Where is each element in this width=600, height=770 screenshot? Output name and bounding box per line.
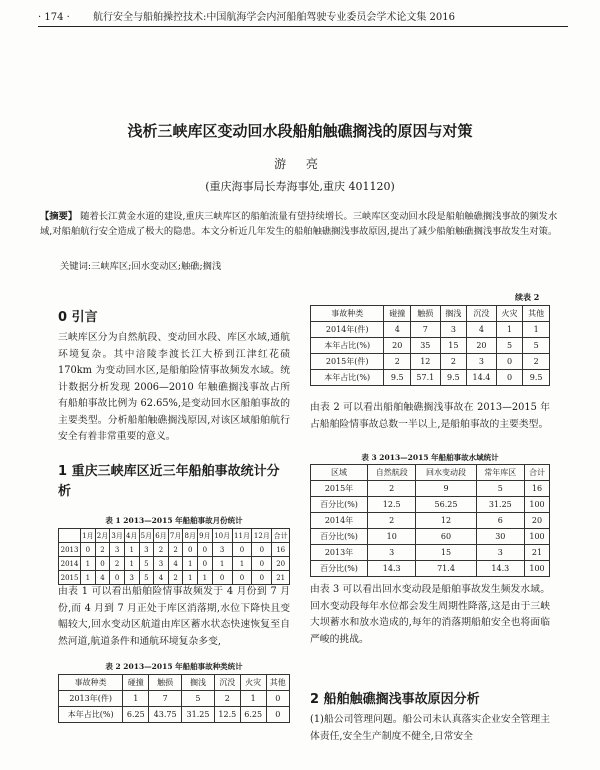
table-header-cell: 2月	[95, 529, 110, 543]
table-cell: 2015年	[311, 481, 368, 497]
abstract-label: 【摘要】	[40, 211, 78, 222]
table-header-cell: 事故种类	[59, 675, 123, 691]
table-row	[311, 370, 550, 386]
table-cell: 10	[368, 529, 416, 545]
table-row	[311, 338, 550, 354]
table-cell: 2	[523, 354, 550, 370]
table-cell: 9.5	[384, 370, 411, 386]
table-header-cell: 火灾	[496, 306, 523, 322]
header-rule	[38, 26, 568, 27]
table-cell: 4	[384, 322, 411, 338]
table-header-cell: 事故种类	[311, 306, 384, 322]
table-cell: 百分比(%)	[311, 561, 368, 577]
table-cell: 3	[124, 571, 139, 585]
table-cell: 14.3	[476, 561, 524, 577]
table-cell: 15	[440, 338, 467, 354]
table-cell: 14.3	[368, 561, 416, 577]
table-cell: 31.25	[476, 497, 524, 513]
table-cell: 20	[272, 557, 290, 571]
table-cell: 3	[154, 557, 169, 571]
section-0-paragraph: 三峡库区分为自然航段、变动回水段、库区水域,通航环境复杂。其中涪陵李渡长江大桥到江津红花碛 170km 为变动回水区,是船舶险情事故频发水域。统计数据分析发现 2006—2010 年触礁搁浅事故占所有船舶事故比例为 62.65%,是变动回水区船舶事故的主要类型。分析船舶触礁搁浅原因,对该区域船舶航行安全有着非常重要的意义。	[58, 332, 290, 442]
running-title: 航行安全与船舶操控技术:中国航海学会内河船舶驾驶专业委员会学术论文集 2016	[93, 12, 455, 23]
table-cell: 5	[182, 691, 215, 707]
table-header-cell	[59, 529, 81, 543]
table2-part1	[58, 674, 290, 723]
table-cell: 30	[476, 529, 524, 545]
section-2-heading: 2 船舶触礁搁浅事故原因分析	[310, 692, 480, 707]
table-cell: 2014	[59, 557, 81, 571]
table-cell: 0	[232, 571, 252, 585]
table-row	[311, 497, 550, 513]
table2-part2	[310, 305, 550, 386]
table-cell: 2	[168, 543, 183, 557]
affiliation: (重庆海事局长寿海事处,重庆 401120)	[205, 180, 395, 193]
table-cell: 2	[168, 571, 183, 585]
table-header-row	[59, 675, 290, 691]
table-cell: 3	[212, 543, 232, 557]
table-cell: 2	[368, 513, 416, 529]
table-header-cell: 3月	[110, 529, 125, 543]
table-header-cell: 区域	[311, 465, 368, 481]
table-cell: 2014年	[311, 513, 368, 529]
table-header-cell: 搁浅	[182, 675, 215, 691]
table-header-cell: 触损	[149, 675, 182, 691]
table-cell: 0	[95, 557, 110, 571]
table-cell: 2	[110, 557, 125, 571]
table-cell: 6.25	[123, 707, 149, 723]
table-row	[59, 691, 290, 707]
table-cell: 百分比(%)	[311, 529, 368, 545]
table-header-cell: 碰撞	[384, 306, 411, 322]
table-header-cell: 9月	[198, 529, 213, 543]
table-cell: 1	[183, 557, 198, 571]
table-cell: 2	[368, 481, 416, 497]
table-cell: 5	[139, 571, 154, 585]
table-header-cell: 其他	[266, 675, 289, 691]
table-cell: 9	[416, 481, 476, 497]
table-cell: 2015年(件)	[311, 354, 384, 370]
table-cell: 0	[266, 691, 289, 707]
table-cell: 4	[168, 557, 183, 571]
table-cell: 57.1	[411, 370, 440, 386]
table3	[310, 464, 550, 577]
table-cell: 本年占比(%)	[59, 707, 123, 723]
table-header-cell: 触损	[411, 306, 440, 322]
right-paragraph-2: 由表 3 可以看出回水变动段是船舶事故发生频发水域。回水变动段每年水位都会发生周期性降落,这是由于三峡大坝蓄水和放水造成的,每年的消落期船舶安全也将面临严峻的挑战。	[310, 584, 550, 645]
table-cell: 6.25	[240, 707, 266, 723]
table-cell: 9.5	[523, 370, 550, 386]
table-cell: 0	[183, 543, 198, 557]
table-row	[311, 481, 550, 497]
table-header-cell: 1月	[81, 529, 96, 543]
table-row	[311, 545, 550, 561]
table-cell: 6	[476, 513, 524, 529]
table-cell: 2	[95, 543, 110, 557]
table-row	[311, 561, 550, 577]
table-cell: 0	[198, 543, 213, 557]
table-header-row	[59, 529, 290, 543]
table-header-cell: 4月	[124, 529, 139, 543]
table-cell: 1	[124, 557, 139, 571]
table-header-cell: 8月	[183, 529, 198, 543]
table-header-cell: 合计	[525, 465, 550, 481]
table-header-row	[311, 306, 550, 322]
table-row	[311, 529, 550, 545]
table-cell: 2	[384, 354, 411, 370]
table-cell: 20	[525, 513, 550, 529]
table-header-cell: 5月	[139, 529, 154, 543]
table-cell: 14.4	[467, 370, 496, 386]
author: 游 亮	[274, 157, 326, 171]
abstract-text: 随着长江黄金水道的建设,重庆三峡库区的船舶流量有望持续增长。三峡库区变动回水段是船舶触礁搁浅事故的频发水域,对船舶航行安全造成了极大的隐患。本文分析近几年发生的船舶触礁搁浅事故原因,提出了减少船舶触礁搁浅事故发生对策。	[40, 211, 558, 237]
table3-caption: 表 3 2013—2015 年船舶事故水域统计	[361, 453, 499, 462]
table-cell: 71.4	[416, 561, 476, 577]
table-row	[59, 707, 290, 723]
table-cell: 4	[467, 322, 496, 338]
table-cell: 0	[232, 543, 252, 557]
table-cell: 0	[252, 571, 272, 585]
table-header-cell: 常年库区	[476, 465, 524, 481]
table1	[58, 528, 290, 585]
table-header-cell: 12月	[252, 529, 272, 543]
section-1-paragraph: 由表 1 可以看出船舶险情事故频发于 4 月份到 7 月份,而 4 月到 7 月正处于库区消落期,水位下降快且变幅较大,回水变动区航道由库区蓄水状态快速恢复至自然河道,航道条件和通航环境复杂多变,	[58, 586, 290, 647]
table-header-cell: 碰撞	[123, 675, 149, 691]
table-cell: 2013年	[311, 545, 368, 561]
section-1-heading: 1 重庆三峡库区近三年船舶事故统计分析	[58, 464, 280, 499]
table-cell: 3	[440, 322, 467, 338]
table-header-cell: 自然航段	[368, 465, 416, 481]
table-cell: 1	[81, 571, 96, 585]
table-cell: 3	[139, 543, 154, 557]
table2-continued-label: 续表 2	[515, 292, 540, 302]
table-cell: 0	[212, 571, 232, 585]
table-cell: 1	[183, 571, 198, 585]
section-2-paragraph: (1)船公司管理问题。船公司未认真落实企业安全管理主体责任,安全生产制度不健全,日常安全	[310, 714, 550, 742]
table-cell: 3	[368, 545, 416, 561]
table-cell: 2014年(件)	[311, 322, 384, 338]
table-cell: 2013	[59, 543, 81, 557]
table-cell: 本年占比(%)	[311, 370, 384, 386]
table-cell: 60	[416, 529, 476, 545]
table-row	[311, 513, 550, 529]
keywords: 关键词:三峡库区;回水变动区;触礁;搁浅	[60, 261, 222, 272]
table-cell: 5	[523, 338, 550, 354]
table-cell: 100	[525, 497, 550, 513]
table-row	[311, 322, 550, 338]
table-cell: 20	[384, 338, 411, 354]
table-cell: 0	[110, 571, 125, 585]
table-cell: 2	[214, 691, 240, 707]
table-cell: 1	[198, 571, 213, 585]
table-header-row	[311, 465, 550, 481]
table1-caption: 表 1 2013—2015 年船舶事故月份统计	[105, 516, 243, 525]
table-cell: 5	[139, 557, 154, 571]
table-cell: 0	[252, 543, 272, 557]
table-cell: 1	[124, 543, 139, 557]
table-header-cell: 合计	[272, 529, 290, 543]
table-header-cell: 7月	[168, 529, 183, 543]
table-header-cell: 6月	[154, 529, 169, 543]
table-cell: 56.25	[416, 497, 476, 513]
table-cell: 1	[523, 322, 550, 338]
table-cell: 12	[416, 513, 476, 529]
table-row	[311, 354, 550, 370]
table-header-cell: 其他	[523, 306, 550, 322]
abstract	[40, 210, 560, 239]
table-cell: 0	[252, 557, 272, 571]
table-cell: 3	[476, 545, 524, 561]
table-cell: 0	[81, 543, 96, 557]
table-cell: 7	[149, 691, 182, 707]
table-cell: 3	[110, 543, 125, 557]
running-header	[38, 8, 568, 23]
table-row	[59, 557, 290, 571]
table-header-cell: 搁浅	[440, 306, 467, 322]
table-cell: 20	[467, 338, 496, 354]
table-header-cell: 沉没	[467, 306, 496, 322]
table-cell: 4	[95, 571, 110, 585]
table-cell: 12	[411, 354, 440, 370]
table-cell: 16	[525, 481, 550, 497]
article-title: 浅析三峡库区变动回水段船舶触礁搁浅的原因与对策	[127, 122, 473, 140]
table-cell: 1	[496, 322, 523, 338]
table-cell: 5	[496, 338, 523, 354]
table-cell: 5	[476, 481, 524, 497]
table-cell: 31.25	[182, 707, 215, 723]
table-cell: 9.5	[440, 370, 467, 386]
table-cell: 1	[81, 557, 96, 571]
table2-caption: 表 2 2013—2015 年船舶事故种类统计	[105, 662, 243, 671]
table-cell: 100	[525, 561, 550, 577]
table-header-cell: 回水变动段	[416, 465, 476, 481]
table-cell: 1	[212, 557, 232, 571]
table-header-cell: 11月	[232, 529, 252, 543]
table-header-cell: 火灾	[240, 675, 266, 691]
table-cell: 0	[198, 557, 213, 571]
table-row	[59, 571, 290, 585]
table-cell: 1	[240, 691, 266, 707]
table-header-cell: 沉没	[214, 675, 240, 691]
table-cell: 21	[272, 571, 290, 585]
table-cell: 0	[496, 354, 523, 370]
table-cell: 0	[496, 370, 523, 386]
table-cell: 21	[525, 545, 550, 561]
table-row	[59, 543, 290, 557]
table-cell: 1	[123, 691, 149, 707]
table-cell: 4	[154, 571, 169, 585]
table-cell: 2015	[59, 571, 81, 585]
table-cell: 12.5	[214, 707, 240, 723]
table-cell: 12.5	[368, 497, 416, 513]
table-cell: 3	[467, 354, 496, 370]
table-cell: 0	[266, 707, 289, 723]
table-header-cell: 10月	[212, 529, 232, 543]
table-cell: 16	[272, 543, 290, 557]
section-0-heading: 0 引言	[58, 310, 98, 325]
table-cell: 35	[411, 338, 440, 354]
table-cell: 2	[440, 354, 467, 370]
table-cell: 1	[232, 557, 252, 571]
table-cell: 本年占比(%)	[311, 338, 384, 354]
page-number: · 174 ·	[38, 12, 70, 23]
table-cell: 2	[154, 543, 169, 557]
right-paragraph-1: 由表 2 可以看出船舶触礁搁浅事故在 2013—2015 年占船舶险情事故总数一半以上,是船舶事故的主要类型。	[310, 402, 550, 430]
table-cell: 7	[411, 322, 440, 338]
table-cell: 百分比(%)	[311, 497, 368, 513]
table-cell: 100	[525, 529, 550, 545]
table-cell: 43.75	[149, 707, 182, 723]
table-cell: 2013年(件)	[59, 691, 123, 707]
table-cell: 15	[416, 545, 476, 561]
